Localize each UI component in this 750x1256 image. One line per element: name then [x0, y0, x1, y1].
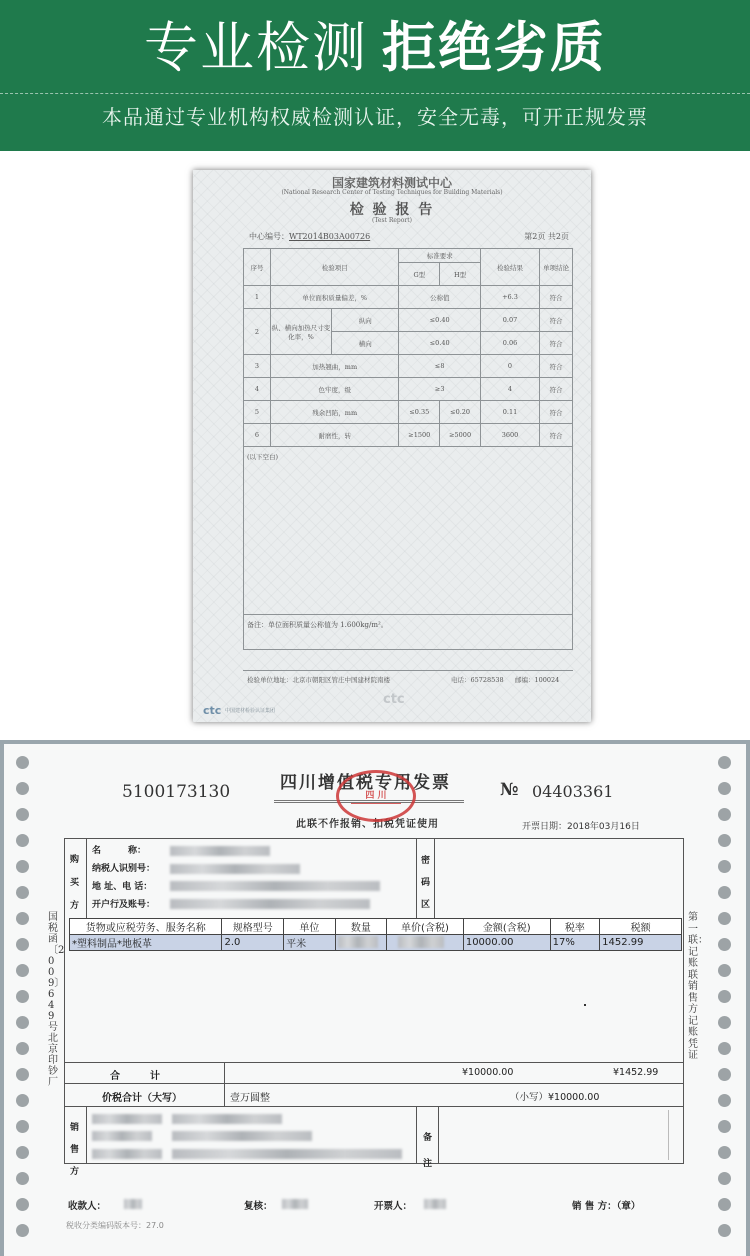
tractor-hole — [718, 1094, 731, 1107]
pwd-label-char: 码 — [421, 878, 431, 888]
tractor-hole — [16, 886, 29, 899]
remark-label-char: 注 — [423, 1159, 433, 1169]
seal-text: 四 川 — [365, 791, 387, 801]
report-org-cn: 国家建筑材料测试中心 — [331, 176, 452, 190]
tractor-hole — [718, 1068, 731, 1081]
tractor-hole — [16, 1146, 29, 1159]
sum-label: 价税合计（大写） — [102, 1093, 182, 1104]
col-standard: 标准要求 — [399, 249, 481, 263]
tractor-hole — [718, 1120, 731, 1133]
report-code — [249, 231, 370, 242]
row-no: 6 — [244, 424, 271, 447]
seller-address-label-redacted — [92, 1149, 162, 1159]
grid-top — [64, 838, 684, 839]
row-no: 4 — [244, 378, 271, 401]
report-title-cn: 检 验 报 告 — [349, 202, 435, 218]
seller-label — [70, 1117, 79, 1183]
report-code-label: 中心编号： — [249, 232, 289, 241]
row-standard-g: ≥1500 — [399, 424, 440, 447]
tractor-hole — [16, 1016, 29, 1029]
row-standard-h: ≥5000 — [440, 424, 481, 447]
remark-label — [423, 1125, 432, 1177]
tractor-hole — [16, 860, 29, 873]
price-redacted — [398, 936, 444, 948]
col-result: 检验结果 — [481, 249, 540, 286]
tractor-hole — [16, 990, 29, 1003]
col-h: H型 — [440, 263, 481, 286]
row-no: 2 — [244, 309, 271, 355]
invoice-number: 04403361 — [532, 782, 614, 801]
row-sub: 纵向 — [332, 309, 399, 332]
not-for-deduction: 此联不作报销、扣税凭证使用 — [296, 819, 439, 830]
date-value: 2018年03月16日 — [567, 822, 640, 832]
tractor-hole — [718, 782, 731, 795]
total-tax: ¥1452.99 — [613, 1067, 659, 1078]
row-result: 3600 — [481, 424, 540, 447]
row-conclusion: 符合 — [540, 309, 573, 332]
tractor-hole — [718, 1198, 731, 1211]
seller-label-char: 销 — [70, 1123, 80, 1133]
row-standard: ≤0.40 — [399, 309, 481, 332]
remark-label-char: 备 — [423, 1133, 433, 1143]
row-result: 4 — [481, 378, 540, 401]
buyer-label-char: 购 — [70, 855, 80, 865]
tractor-hole — [718, 756, 731, 769]
row-item: 色牢度，级 — [271, 378, 399, 401]
tractor-hole — [718, 860, 731, 873]
report-code-value: WT2014B03A00726 — [289, 232, 371, 241]
item-amount: 10000.00 — [463, 935, 550, 951]
tractor-hole — [718, 990, 731, 1003]
row-standard: ≥3 — [399, 378, 481, 401]
seller-address-redacted — [172, 1149, 402, 1159]
col-conclusion: 单项结论 — [540, 249, 573, 286]
seller-label-char: 方 — [70, 1167, 80, 1177]
test-report-image — [193, 170, 591, 722]
buyer-label-char: 买 — [70, 878, 80, 888]
row-result: 0.11 — [481, 401, 540, 424]
row-conclusion: 符合 — [540, 286, 573, 309]
seller-label-char: 售 — [70, 1145, 80, 1155]
item-name: *塑料制品*地板革 — [70, 935, 222, 951]
ctc-logo-sub: 中国建材检验认证集团 — [225, 708, 276, 714]
row-conclusion: 符合 — [540, 401, 573, 424]
tractor-hole — [718, 1146, 731, 1159]
row-result: +6.3 — [481, 286, 540, 309]
buyer-label — [70, 849, 79, 918]
col-qty: 数量 — [335, 919, 387, 935]
buyer-address-redacted — [170, 881, 380, 891]
tractor-hole — [16, 1198, 29, 1211]
invoice-code: 5100173130 — [122, 782, 231, 802]
seller-seal-label: 销 售 方：（章） — [572, 1201, 641, 1212]
row-item: 耐磨性，转 — [271, 424, 399, 447]
tractor-hole — [718, 964, 731, 977]
payee-redacted — [124, 1199, 142, 1209]
tractor-hole — [16, 808, 29, 821]
row-conclusion: 符合 — [540, 378, 573, 401]
tractor-hole — [16, 782, 29, 795]
item-spec: 2.0 — [222, 935, 284, 951]
remark-divider — [243, 614, 573, 615]
reviewer-redacted — [282, 1199, 308, 1209]
pwd-label-char: 区 — [421, 900, 431, 910]
report-phone: 电话：65728538 — [451, 676, 504, 684]
col-spec: 规格型号 — [222, 919, 284, 935]
table-row — [244, 378, 573, 401]
sum-lower: （小写）¥10000.00 — [510, 1092, 600, 1103]
row-item: 加热翘曲，mm — [271, 355, 399, 378]
tractor-hole — [718, 912, 731, 925]
tractor-hole — [16, 964, 29, 977]
drawer-redacted — [424, 1199, 446, 1209]
total-divider — [224, 1062, 225, 1083]
col-no: 序号 — [244, 249, 271, 286]
total-amount: ¥10000.00 — [462, 1067, 514, 1078]
row-item: 纵、横向加热尺寸变化率，% — [271, 309, 332, 355]
stray-dot — [584, 1004, 586, 1006]
report-blank-note: (以下空白) — [247, 453, 279, 461]
row-result: 0.06 — [481, 332, 540, 355]
seller-taxid-label-redacted — [92, 1131, 152, 1141]
banner-subtitle: 本品通过专业机构权威检测认证，安全无毒，可开正规发票 — [102, 105, 648, 129]
seller-label-divider — [86, 1106, 87, 1164]
row-no: 5 — [244, 401, 271, 424]
grid-total-top — [64, 1062, 684, 1063]
row-conclusion: 符合 — [540, 424, 573, 447]
tractor-hole — [16, 1172, 29, 1185]
col-goods-name: 货物或应税劳务、服务名称 — [70, 919, 222, 935]
col-rate: 税率 — [550, 919, 599, 935]
row-no: 1 — [244, 286, 271, 309]
footer-divider — [243, 670, 573, 671]
table-row — [244, 286, 573, 309]
tractor-hole — [718, 1224, 731, 1237]
row-standard: ≤0.40 — [399, 332, 481, 355]
seller-name-redacted — [172, 1114, 282, 1124]
invoice-title: 四川增值税专用发票 — [280, 773, 451, 793]
tax-code-version: 税收分类编码版本号：27.0 — [66, 1221, 164, 1230]
tax-seal — [336, 770, 416, 822]
ctc-logo: ctc — [203, 704, 222, 717]
seller-name-label-redacted — [92, 1114, 162, 1124]
report-title-en: (Test Report) — [372, 217, 412, 224]
row-standard-h: ≤0.20 — [440, 401, 481, 424]
invoice-date — [522, 819, 640, 832]
row-conclusion: 符合 — [540, 332, 573, 355]
total-label: 合 计 — [110, 1071, 160, 1082]
row-item: 残余凹陷，mm — [271, 401, 399, 424]
buyer-name-redacted — [170, 846, 270, 856]
report-org-en: (National Research Center of Testing Techniques for Building Materials) — [281, 189, 503, 196]
item-unit: 平米 — [284, 935, 336, 951]
report-table — [243, 248, 573, 447]
remark-scrollbar — [668, 1110, 677, 1160]
col-tax: 税额 — [600, 919, 682, 935]
date-label: 开票日期： — [522, 822, 568, 832]
buyer-label-divider — [86, 838, 87, 918]
header-banner — [0, 0, 750, 151]
banner-divider — [0, 93, 750, 94]
grid-total-bottom — [64, 1083, 684, 1084]
payee-label: 收款人： — [68, 1201, 107, 1212]
report-page-info: 第2页 共2页 — [524, 232, 569, 241]
item-rate: 17% — [550, 935, 599, 951]
sum-upper: 壹万圆整 — [230, 1093, 270, 1104]
pwd-label-char: 密 — [421, 856, 431, 866]
buyer-address-label: 地 址、电 话： — [92, 882, 153, 892]
buyer-fields — [92, 842, 155, 914]
tractor-hole — [16, 1068, 29, 1081]
banner-title — [0, 12, 750, 84]
row-standard: 公称值 — [399, 286, 481, 309]
right-margin-text: 第一联：记账联 销售方记账凭证 — [688, 912, 708, 1061]
item-tax: 1452.99 — [600, 935, 682, 951]
invoice-right-edge — [746, 740, 750, 1256]
buyer-label-char: 方 — [70, 901, 80, 911]
buyer-taxid-label: 纳税人识别号： — [92, 864, 156, 874]
seal-line — [351, 803, 401, 804]
tractor-hole — [718, 808, 731, 821]
row-standard: ≤8 — [399, 355, 481, 378]
ctc-watermark: ctc — [383, 692, 405, 707]
grid-right — [683, 838, 684, 1164]
table-row — [244, 401, 573, 424]
buyer-taxid-redacted — [170, 864, 300, 874]
report-address: 检验单位地址：北京市朝阳区管庄中国建材院南楼 — [247, 676, 390, 684]
tractor-hole — [16, 1224, 29, 1237]
remark-divider-right — [438, 1106, 439, 1164]
drawer-label: 开票人： — [374, 1201, 413, 1212]
password-area-label — [421, 850, 430, 916]
tractor-hole — [16, 938, 29, 951]
grid-bottom — [64, 1163, 684, 1164]
tractor-hole — [16, 912, 29, 925]
tractor-hole — [718, 886, 731, 899]
tractor-hole — [718, 938, 731, 951]
table-row — [244, 424, 573, 447]
col-g: G型 — [399, 263, 440, 286]
row-result: 0.07 — [481, 309, 540, 332]
number-symbol: № — [500, 780, 519, 800]
col-unit: 单位 — [284, 919, 336, 935]
tractor-hole — [718, 834, 731, 847]
tractor-hole — [718, 1042, 731, 1055]
row-conclusion: 符合 — [540, 355, 573, 378]
sum-divider — [224, 1083, 225, 1106]
col-item: 检验项目 — [271, 249, 399, 286]
buyer-bank-label: 开户行及账号： — [92, 900, 156, 910]
row-no: 3 — [244, 355, 271, 378]
report-remark: 备注：单位面积质量公称值为 1.600kg/m²。 — [247, 621, 388, 629]
col-price: 单价(含税) — [387, 919, 464, 935]
row-item: 单位面积质量偏差，% — [271, 286, 399, 309]
title-reject-inferior: 拒绝劣质 — [382, 16, 606, 79]
tractor-hole — [718, 1172, 731, 1185]
tractor-hole — [16, 834, 29, 847]
row-standard-g: ≤0.35 — [399, 401, 440, 424]
report-postcode: 邮编：100024 — [515, 676, 560, 684]
seller-taxid-redacted — [172, 1131, 312, 1141]
tractor-hole — [16, 1042, 29, 1055]
table-row — [244, 309, 573, 332]
invoice-left-edge — [0, 740, 4, 1256]
tractor-hole — [16, 756, 29, 769]
left-margin-text: 国税函〔2009〕649号北京印钞厂 — [48, 912, 65, 1088]
buyer-name-label: 名 称： — [92, 846, 147, 856]
buyer-bank-redacted — [170, 899, 370, 909]
remark-divider-left — [416, 1106, 417, 1164]
qty-redacted — [338, 936, 378, 948]
title-professional-testing: 专业检测 — [144, 16, 368, 79]
tractor-hole — [16, 1120, 29, 1133]
pwd-divider-right — [434, 838, 435, 918]
tractor-hole — [718, 1016, 731, 1029]
tractor-hole — [16, 1094, 29, 1107]
grid-sum-bottom — [64, 1106, 684, 1107]
row-sub: 横向 — [332, 332, 399, 355]
grid-left — [64, 838, 65, 1164]
table-row — [244, 355, 573, 378]
reviewer-label: 复核： — [244, 1201, 273, 1212]
pwd-divider-left — [416, 838, 417, 918]
col-amount: 金额(含税) — [463, 919, 550, 935]
row-result: 0 — [481, 355, 540, 378]
